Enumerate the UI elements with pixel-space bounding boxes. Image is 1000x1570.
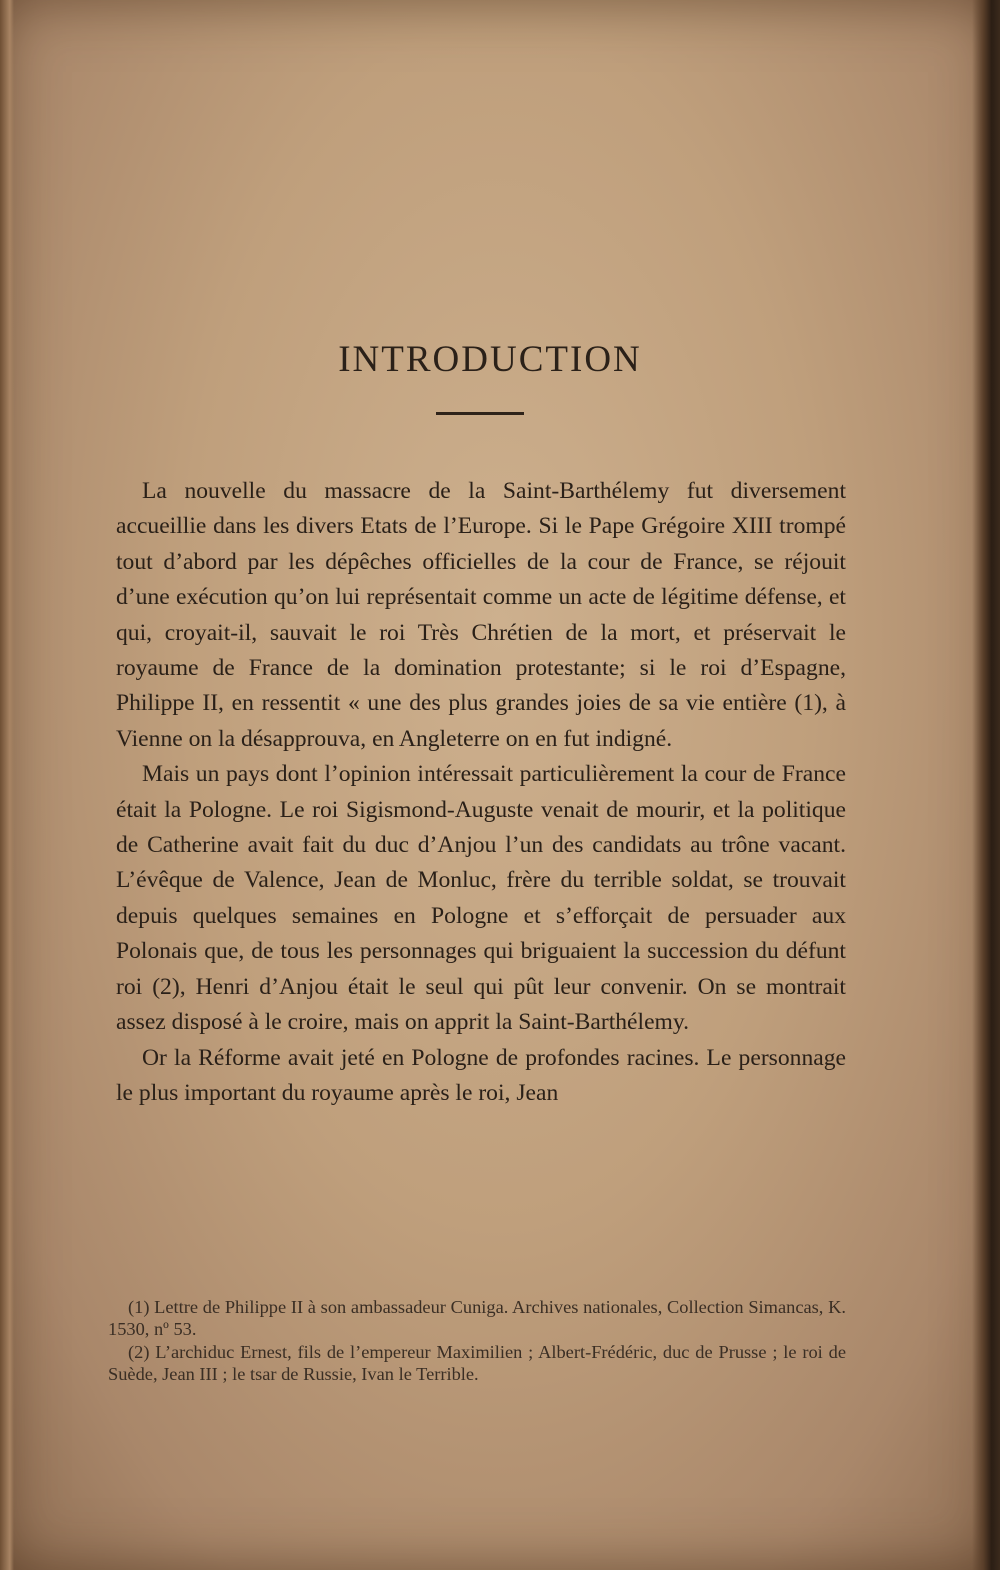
paragraph: La nouvelle du massacre de la Saint-Barthélemy fut diversement accueillie dans les divers Etats de l’Europe. Si le Pape Grégoire XIII trompé tout d’abord par les dépêches officielles de la cour de France, se réjouit d’une exécution qu’on lui représentait comme un acte de légitime défense, et qui, croyait-il, sauvait le roi Très Chrétien de la mort, et préservait le royaume de France de la domination protestante; si le roi d’Espagne, Philippe II, en ressentit « une des plus grandes joies de sa vie entière (1), à Vienne on la désapprouva, en Angleterre on en fut indigné.	[116, 478, 846, 752]
footnote: (2) L’archiduc Ernest, fils de l’empereur Maximilien ; Albert-Frédéric, duc de Prusse ; le roi de Suède, Jean III ; le tsar de Russie, Ivan le Terrible.	[108, 1341, 846, 1385]
paragraph: Mais un pays dont l’opinion intéressait particulièrement la cour de France était la Pologne. Le roi Sigismond-Auguste venait de mourir, et la politique de Catherine avait fait du duc d’Anjou l’un des candidats au trône vacant. L’évêque de Valence, Jean de Monluc, frère du terrible soldat, se trouvait depuis quelques semaines en Pologne et s’efforçait de persuader aux Polonais que, de tous les personnages qui briguaient la succession du défunt roi (2), Henri d’Anjou était le seul qui pût leur convenir. On se montrait assez disposé à le croire, mais on apprit la Saint-Barthélemy.	[116, 761, 846, 1036]
footnote: (1) Lettre de Philippe II à son ambassadeur Cuniga. Archives nationales, Collection Simancas, K. 1530, nº 53.	[108, 1297, 846, 1340]
paragraph: Or la Réforme avait jeté en Pologne de profondes racines. Le personnage le plus important du royaume après le roi, Jean	[116, 1044, 846, 1106]
body-text	[116, 474, 846, 1111]
chapter-title: INTRODUCTION	[338, 339, 642, 380]
title-divider	[436, 412, 524, 415]
page-stack-edge	[972, 0, 1000, 1570]
footnotes	[108, 1296, 846, 1386]
page-binding-edge	[0, 0, 14, 1570]
